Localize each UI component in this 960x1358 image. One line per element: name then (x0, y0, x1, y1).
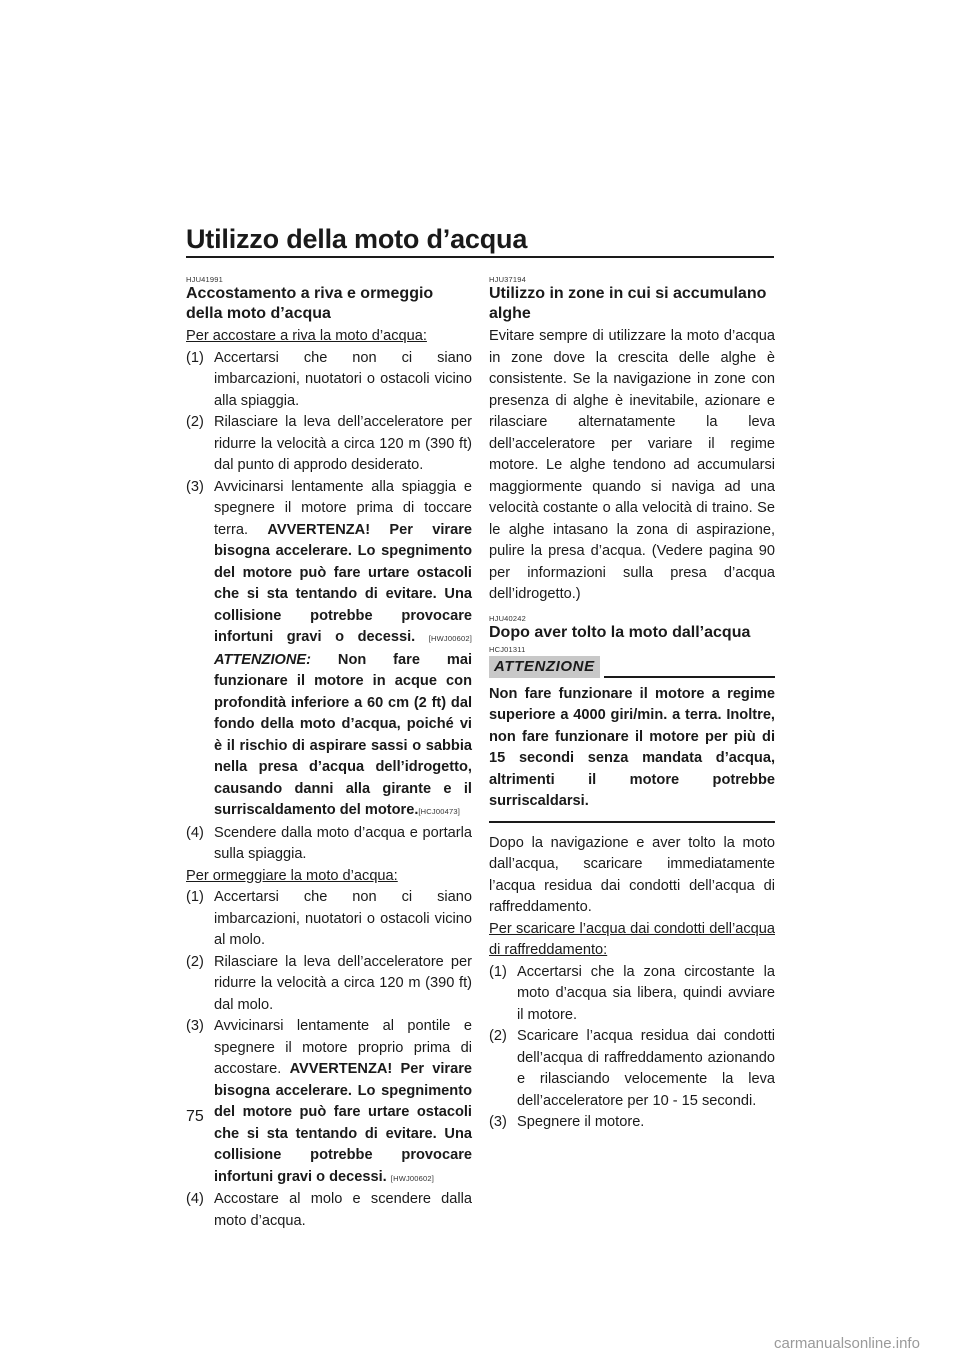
subheading-scarico: Per scaricare l’acqua dai condotti dell’acqua di raffreddamento: (489, 920, 775, 958)
list-item: (2) Rilasciare la leva dell’acceleratore per ridurre la velocità a circa 120 m (390 ft) dal molo. (186, 953, 472, 1013)
caution-code: HCJ01311 (489, 644, 526, 654)
caution-bottom-rule (489, 821, 775, 823)
caution-label: ATTENZIONE (489, 656, 600, 678)
scarico-steps (489, 962, 775, 1134)
alghe-paragraph: Evitare sempre di utilizzare la moto d’acqua in zone dove la crescita delle alghe è consistente. Se la navigazione in zone con presenza di alghe è inevitabile, azionare e rilasciare alternatamente la leva dell’acceleratore per variare il regime motore. Le alghe tendono ad accumularsi maggiormente quando si naviga ad una velocità costante o alla velocità di traino. Se le alghe intasano la zona di aspirazione, pulire la presa d’acqua. (Vedere pagina 90 per informazioni sulla presa d’acqua dell’idrogetto.) (489, 328, 775, 602)
page-number: 75 (186, 1108, 204, 1125)
section-code: HJU40242 (489, 613, 527, 623)
list-item: (1) Accertarsi che non ci siano imbarcazioni, nuotatori o ostacoli vicino alla spiaggia. (186, 349, 472, 409)
section-code: HJU41991 (186, 275, 224, 284)
warning-text: AVVERTENZA! Per virare bisogna accelerare. Lo spegnimento del motore può fare urtare ostacoli che si sta tentando di evitare. Una collisione potrebbe provocare infortuni gravi o decessi. (214, 1061, 472, 1185)
caution-top-rule (604, 676, 775, 678)
molo-steps (186, 887, 472, 1232)
attention-text: Non fare mai funzionare il motore in acque con profondità inferiore a 60 cm (2 ft) dal fondo della moto d’acqua, poiché vi è il rischio di aspirare sassi o sabbia nella presa d’acqua dell’idrogetto, causando danni alla girante e il surriscaldamento del motore. (214, 651, 472, 818)
section-heading-accostamento: Accostamento a riva e ormeggio della moto d’acqua (186, 285, 434, 322)
right-column (489, 275, 775, 1134)
list-item: (3) Avvicinarsi lentamente alla spiaggia e spegnere il motore prima di toccare terra. AVVERTENZA! Per virare bisogna accelerare. Lo spegnimento del motore può fare urtare ostacoli che si sta tentando di evitare. Una collisione potrebbe provocare infortuni gravi o decessi. [HWJ00602] ATTENZIONE: Non fare mai funzionare il motore in acque con profondità inferiore a 60 cm (2 ft) dal fondo della moto d’acqua, poiché vi è il rischio di aspirare sassi o sabbia nella presa d’acqua dell’idrogetto, causando danni alla girante e il surriscaldamento del motore.[HCJ00473] (186, 478, 473, 818)
warning-code: [HWJ00602] (390, 1173, 435, 1183)
list-item: (3) Avvicinarsi lentamente al pontile e spegnere il motore proprio prima di accostare. AVVERTENZA! Per virare bisogna accelerare. Lo spegnimento del motore può fare urtare ostacoli che si sta tentando di evitare. Una collisione potrebbe provocare infortuni gravi o decessi. [HWJ00602] (186, 1018, 472, 1185)
left-column (186, 275, 472, 1232)
subheading-riva: Per accostare a riva la moto d’acqua: (186, 328, 427, 344)
watermark: carmanualsonline.info (774, 1335, 920, 1352)
attention-code: [HCJ00473] (418, 807, 460, 816)
subheading-molo: Per ormeggiare la moto d’acqua: (186, 867, 398, 884)
list-item: (2) Scaricare l’acqua residua dai condotti dell’acqua di raffreddamento azionando e rilasciando velocemente la leva dell’acceleratore per 10 - 15 secondi. (489, 1028, 775, 1109)
header-rule (186, 256, 774, 258)
list-item: (3) Spegnere il motore. (489, 1114, 645, 1130)
section-code: HJU37194 (489, 275, 527, 284)
section-heading-dopo: Dopo aver tolto la moto dall’acqua (489, 623, 751, 641)
dopo-paragraph: Dopo la navigazione e aver tolto la moto dall’acqua, scaricare immediatamente l’acqua residua dai condotti dell’acqua di raffreddamento. (489, 834, 775, 915)
page-header (186, 222, 774, 258)
section-heading-alghe: Utilizzo in zone in cui si accumulano alghe (489, 285, 767, 322)
caution-box (489, 656, 775, 823)
list-item: (4) Accostare al molo e scendere dalla moto d’acqua. (186, 1191, 472, 1229)
attention-label: ATTENZIONE: (214, 651, 312, 668)
list-item: (4) Scendere dalla moto d’acqua e portarla sulla spiaggia. (186, 824, 472, 862)
warning-text: AVVERTENZA! Per virare bisogna accelerare. Lo spegnimento del motore può fare urtare ostacoli che si sta tentando di evitare. Una collisione potrebbe provocare infortuni gravi o decessi. (214, 521, 472, 645)
riva-steps (186, 348, 472, 866)
page-title: Utilizzo della moto d’acqua (186, 224, 528, 254)
list-item: (2) Rilasciare la leva dell’acceleratore per ridurre la velocità a circa 120 m (390 ft) dal punto di approdo desiderato. (186, 414, 472, 473)
list-item: (1) Accertarsi che non ci siano imbarcazioni, nuotatori o ostacoli vicino al molo. (186, 889, 472, 948)
warning-code: [HWJ00602] (428, 634, 473, 643)
list-item: (1) Accertarsi che la zona circostante la moto d’acqua sia libera, quindi avviare il motore. (489, 963, 775, 1023)
caution-text: Non fare funzionare il motore a regime superiore a 4000 giri/min. a terra. Inoltre, non fare funzionare il motore per più di 15 secondi senza mandata d’acqua, altrimenti il motore potrebbe surriscaldarsi. (489, 685, 775, 809)
